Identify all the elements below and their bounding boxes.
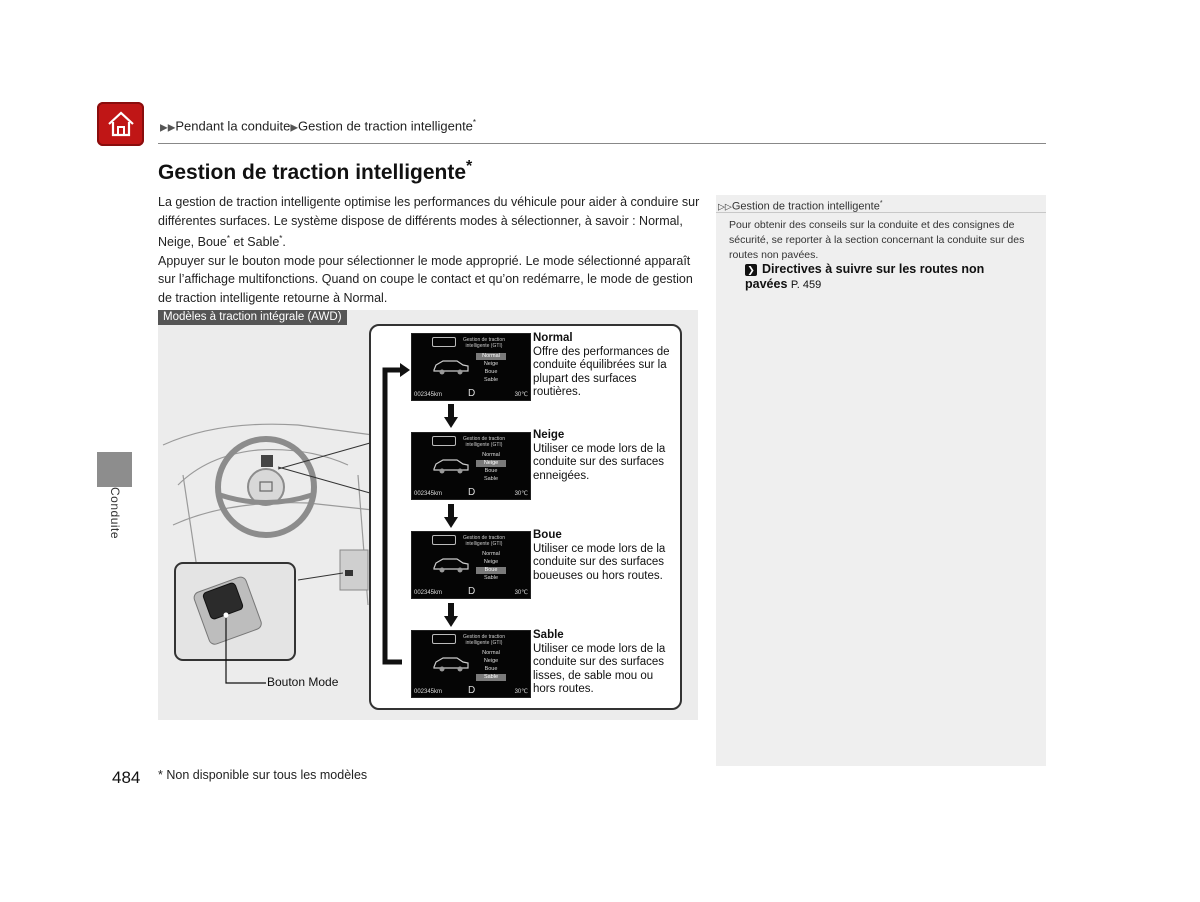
display-title: Gestion de traction intelligente (GTI)	[463, 436, 505, 448]
display-screen-snow	[411, 432, 531, 500]
asterisk-mark: *	[279, 234, 283, 243]
gear-indicator: D	[468, 388, 476, 399]
home-icon	[106, 110, 136, 138]
asterisk-mark: *	[226, 234, 230, 243]
page-title	[158, 158, 472, 185]
mode-name: Neige	[533, 429, 565, 441]
dashboard-illustration	[158, 325, 373, 710]
intro-paragraph-1	[158, 193, 703, 252]
side-note-heading-text: Gestion de traction intelligente	[731, 200, 880, 213]
display-option: Neige	[483, 361, 499, 367]
breadcrumb-arrow-icon: ▶▶	[160, 122, 176, 134]
breadcrumb-arrow-icon: ▶	[290, 122, 299, 134]
gear-indicator: D	[468, 487, 476, 498]
display-screen-mud	[411, 531, 531, 599]
page-number: 484	[112, 768, 141, 787]
mode-name: Normal	[533, 332, 573, 344]
intro-text-part: La gestion de traction intelligente optimise les performances du véhicule pour aider à conduire sur différentes surfaces. Le système dispose de différents modes à sélectionner, à savoir : Normal, Neige, Boue	[158, 195, 700, 250]
odometer: 002345km	[414, 590, 443, 596]
side-note-asterisk: *	[879, 200, 883, 207]
mode-description: Utiliser ce mode lors de la conduite sur des surfaces boueuses ou hors routes.	[533, 542, 666, 582]
display-option: Sable	[483, 377, 499, 383]
display-title: Gestion de traction intelligente (GTI)	[463, 634, 505, 646]
side-note-link-text[interactable]: Directives à suivre sur les routes non pavées	[745, 262, 985, 291]
figure-model-tag: Modèles à traction intégrale (AWD)	[158, 310, 347, 325]
intro-text-part: et Sable	[229, 235, 280, 250]
mode-description: Utiliser ce mode lors de la conduite sur des surfaces lisses, de sable mou ou hors routes.	[533, 642, 666, 695]
temperature: 30℃	[514, 392, 528, 398]
gear-indicator: D	[468, 685, 476, 696]
chapter-tab[interactable]	[97, 452, 132, 487]
display-option: Sable	[483, 476, 499, 482]
odometer: 002345km	[414, 491, 443, 497]
car-icon	[432, 557, 470, 573]
display-option: Normal	[482, 452, 500, 458]
link-arrow-icon: ❯	[745, 264, 757, 276]
intro-paragraph-2: Appuyer sur le bouton mode pour sélectionner le mode approprié. Le mode sélectionné apparaît sur l’affichage multifonctions. Quand on coupe le contact et qu’on redémarre, le mode de gestion de traction intelligente retourne à Normal.	[158, 253, 693, 305]
footnote: * Non disponible sur tous les modèles	[158, 768, 368, 782]
car-icon	[432, 656, 470, 672]
breadcrumb-item-driving[interactable]: Pendant la conduite	[175, 118, 291, 134]
temperature: 30℃	[514, 491, 528, 497]
display-option: Boue	[476, 567, 506, 574]
display-option: Neige	[483, 559, 499, 565]
display-option: Boue	[484, 666, 498, 672]
mode-description-sand	[533, 629, 678, 697]
chapter-tab-label: Conduite	[108, 487, 122, 540]
display-screen-normal	[411, 333, 531, 401]
note-ref-icon: ▷▷	[718, 201, 732, 212]
cycle-arrow-icon	[380, 360, 414, 670]
display-option: Normal	[482, 551, 500, 557]
intro-text	[158, 193, 703, 307]
home-button[interactable]	[97, 102, 144, 146]
car-icon	[432, 458, 470, 474]
side-note-body: Pour obtenir des conseils sur la conduite et des consignes de sécurité, se reporter à la section concernant la conduite sur des routes non pavées.	[729, 219, 1025, 261]
temperature: 30℃	[514, 590, 528, 596]
mode-description-normal	[533, 332, 678, 400]
display-option: Normal	[476, 353, 506, 360]
temperature: 30℃	[514, 689, 528, 695]
down-arrow-icon	[444, 603, 458, 627]
display-option: Sable	[483, 575, 499, 581]
side-note-link-page[interactable]: P. 459	[790, 279, 822, 291]
display-traction-icon	[432, 436, 456, 446]
side-note-link[interactable]	[745, 262, 1025, 293]
breadcrumb-asterisk: *	[472, 118, 477, 127]
intro-text-part: .	[282, 235, 286, 250]
down-arrow-icon	[444, 404, 458, 428]
mode-description: Offre des performances de conduite équilibrées sur la plupart des surfaces routières.	[533, 345, 670, 398]
header-divider	[158, 143, 1046, 144]
display-traction-icon	[432, 634, 456, 644]
display-option: Boue	[484, 369, 498, 375]
display-title: Gestion de traction intelligente (GTI)	[463, 337, 505, 349]
display-option: Neige	[476, 460, 506, 467]
breadcrumb-item-traction[interactable]: Gestion de traction intelligente	[298, 118, 473, 134]
mode-description: Utiliser ce mode lors de la conduite sur des surfaces enneigées.	[533, 442, 666, 482]
mode-name: Sable	[533, 629, 564, 641]
down-arrow-icon	[444, 504, 458, 528]
mode-description-mud	[533, 529, 678, 583]
display-traction-icon	[432, 337, 456, 347]
display-title: Gestion de traction intelligente (GTI)	[463, 535, 505, 547]
display-option: Boue	[484, 468, 498, 474]
odometer: 002345km	[414, 689, 443, 695]
display-traction-icon	[432, 535, 456, 545]
display-screen-sand	[411, 630, 531, 698]
side-note-heading	[716, 195, 1046, 213]
page-title-asterisk: *	[466, 158, 473, 175]
mode-button-label: Bouton Mode	[267, 675, 339, 689]
odometer: 002345km	[414, 392, 443, 398]
display-option: Sable	[476, 674, 506, 681]
display-option: Normal	[482, 650, 500, 656]
gear-indicator: D	[468, 586, 476, 597]
mode-description-snow	[533, 429, 678, 483]
breadcrumb	[160, 118, 476, 133]
mode-name: Boue	[533, 529, 562, 541]
display-option: Neige	[483, 658, 499, 664]
car-icon	[432, 359, 470, 375]
page-title-text: Gestion de traction intelligente	[158, 161, 467, 184]
